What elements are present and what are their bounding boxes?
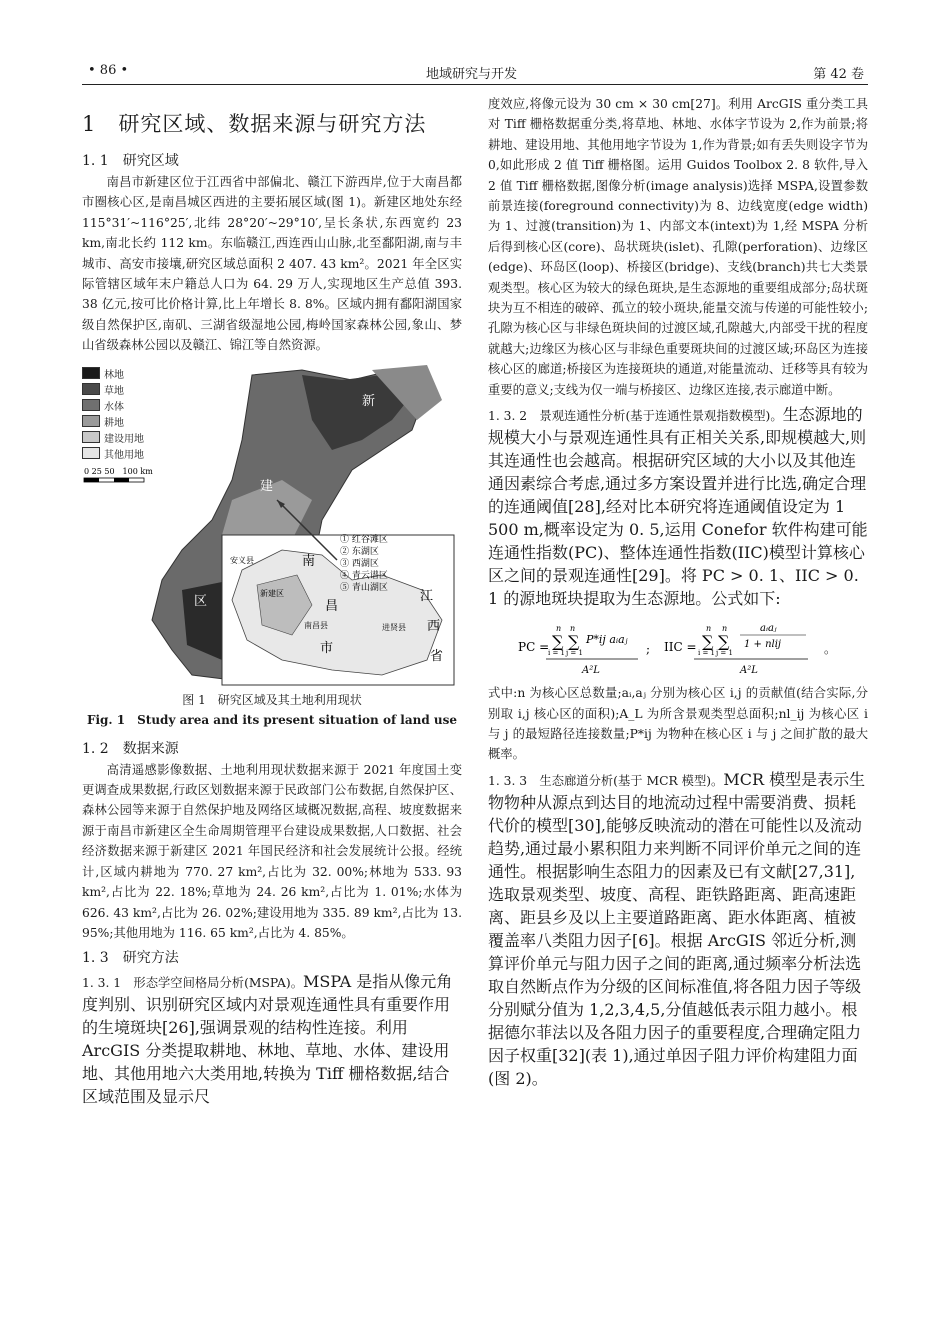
journal-name: 地域研究与开发 <box>426 67 518 82</box>
svg-text:aᵢaⱼ: aᵢaⱼ <box>760 623 777 635</box>
pc-iic-formula <box>488 613 868 679</box>
inset-label-nan: 南 <box>302 553 316 569</box>
svg-text:1 + nlij: 1 + nlij <box>744 639 782 651</box>
svg-text:。: 。 <box>824 642 837 657</box>
svg-text:P*ij aᵢaⱼ: P*ij aᵢaⱼ <box>586 633 628 647</box>
section-1-3-title: 1. 3 研究方法 <box>82 950 179 967</box>
scale-bar <box>84 467 153 482</box>
inset-label-jiang: 江 <box>420 588 434 604</box>
page-header <box>82 60 868 85</box>
right-column: 度效应,将像元设为 30 cm × 30 cm[27]。利用 ArcGIS 重分类工具对 Tiff 栅格数据重分类,将草地、林地、水体字节设为 2,作为前景;将耕地、建设用地、其他用地字节设为 1,作为背景;如有丢失则设字节为 0,如此形成 2 值 Tiff 栅格图。运用 Guidos Toolbox 2. 8 软件,导入 2 值 Tiff 栅格数据,图像分析(image analysis)选择 MSPA,设置参数前景连接(foreground connectivity)为 8、边线宽度(edge width)为 1、过渡(transition)为 1、内部文本(intext)为 1,经 MSPA 分析后得到核心区(core)、岛状斑块(islet)、孔隙(perforation)、边缘区(edge)、环岛区(loop)、桥接区(bridge)、支线(branch)共七大类景观类型。核心区为较大的绿色斑块,是生态源地的重要组成部分;岛状斑块为互不相连的破碎、孤立的较小斑块,能量交流与传递的可能性较小;孔隙为核心区与非绿色斑块间的过渡区域,孔隙越大,内部受干扰的程度就越大;边缘区为核心区与非绿色重要斑块间的过渡区域;环岛区为连接核心区的廊道;桥接区为连接斑块的通道,对能量流动、迁移等具有较为重要的意义;支线为仅一端与桥接区、边缘区连接,表示廊道中断。 1. 3. 2 景观连通性分析(基于连通性景观指数模型)。生态源地的规模大小与景观连通性具有正相关关系,即规模越大,则其连通性也会越高。根据研究区域的大小以及其他连通因素综合考虑,通过多方案设置并进行比选,确定合理的连通阈值[28],经对比本研究将连通阈值设定为 1 500 m,概率设定为 0. 5,运用 Conefor 软件构建可能连通性指数(PC)、整体连通性指数(IIC)模型计算核心区之间的景观连通性[29]。将 PC > 0. 1、IIC > 0. 1 的源地斑块提取为生态源地。公式如下: PC = n n ∑ ∑ i = 1 j = 1 P*ij aᵢaⱼ A²L ; IIC = n n ∑ ∑ i = 1 j = 1 aᵢaⱼ 1 + nlij A²L 。 式中:n 为核心区总数量;aᵢ,aⱼ 分别为核心区 i,j 的贡献值(结合实际,分别取 i,j 核心区的面积);A_L 为所含景观类型总面积;nl_ij 为核心区 i 与 j 的最短路径连接数量;P*ij 为物种在核心区 i 与 j 之间扩散的最大概率。 1. 3. 3 生态廊道分析(基于 MCR 模型)。MCR 模型是表示生物物种从源点到达目的地流动过程中需要消费、损耗代价的模型[30],能够反映流动的潜在可能性以及流动趋势,通过最小累积阻力来判断不同评价单元之间的连通性。根据影响生态阻力的因素及已有文献[27,31],选取景观类型、坡度、高程、距铁路距离、距高速距离、距县乡及以上主要道路距离、距水体距离、植被覆盖率八类阻力因子[6]。根据 ArcGIS 邻近分析,测算评价单元与阻力因子之间的距离,通过频率分析法选取自然断点作为分级的区间标准值,将各阻力因子等级分别赋分值为 1,2,3,4,5,分值越低表示阻力越小。根据德尔菲法以及各阻力因子的重要程度,合理确定阻力因子权重[32](表 1),通过单因子阻力评价构建阻力面(图 2)。 <box>488 94 868 1089</box>
legend-forest: 林地 <box>82 366 124 381</box>
section-1-title: 1 研究区域、数据来源与研究方法 <box>82 112 427 136</box>
inset-label-xinjian: 新建区 <box>260 588 284 598</box>
data-source-paragraph: 高清遥感影像数据、土地利用现状数据来源于 2021 年度国土变更调查成果数据,行政区划数据来源于民政部门公布数据,自然保护区、森林公园等来源于自然保护地及网络区域概况数据,高程、坡度数据来源于南昌市新建区全生命周期管理平台建设成果数据,人口数据、社会经济数据来源于新建区 2021 年国民经济和社会发展统计公报。经统计,区域内耕地为 770. 27 km²,占比为 32. 00%;林地为 533. 93 km²,占比为 22. 18%;草地为 24. 26 km²,占比为 1. 01%;水体为 626. 43 km²,占比为 26. 02%;建设用地为 335. 89 km²,占比为 13. 95%;其他用地为 116. 65 km²,占比为 4. 85%。 <box>82 762 462 940</box>
map-label-xin: 新 <box>362 393 376 409</box>
section-1-2-title: 1. 2 数据来源 <box>82 740 179 757</box>
svg-text:n: n <box>722 624 728 634</box>
inset-label-nanchang: 南昌县 <box>304 620 328 630</box>
volume-label: 第 42 卷 <box>813 67 864 82</box>
section-1-3-2-title: 1. 3. 2 景观连通性分析(基于连通性景观指数模型)。 <box>488 409 783 424</box>
left-column: 1 研究区域、数据来源与研究方法 1. 1 研究区域 南昌市新建区位于江西省中部偏北、赣江下游西岸,位于大南昌都市圈核心区,是南昌城区西进的主要拓展区域(图 1)。新建区地处东经 115°31′~116°25′,北纬 28°20′~29°10′,呈长条状,东西宽约 23 km,南北长约 112 km。东临赣江,西连西山山脉,北至鄱阳湖,南与丰城市、高安市接壤,研究区域总面积 2 407. 43 km²。2021 年全区实际管辖区域年末户籍总人口为 64. 29 万人,实现地区生产总值 393. 38 亿元,按可比价格计算,比上年增长 8. 8%。区域内拥有鄱阳湖国家级自然保护区,南矶、三湖省级湿地公园,梅岭国家森林公园,象山、梦山省级森林公园以及赣江、锦江等自然资源。 新 建 区 0 25 50 100 km 南 昌 市 江 西 省 安义县 新建区 南昌县 进贤县 ① 红谷滩区 ② 东湖区 ③ 西湖区 ④ 青云谱区 ⑤ 青山湖区 林地 草地 水体 耕地 建设用地 其他用地 图 1 研究区域及其土地利用现状 Fig. 1 Study area and its present situation of land use 1. 2 数据来源 高清遥感影像数据、土地利用现状数据来源于 2021 年度国土变更调查成果数据,行政区划数据来源于民政部门公布数据,自然保护区、森林公园等来源于自然保护地及网络区域概况数据,高程、坡度数据来源于南昌市新建区全生命周期管理平台建设成果数据,人口数据、社会经济数据来源于新建区 2021 年国民经济和社会发展统计公报。经统计,区域内耕地为 770. 27 km²,占比为 32. 00%;林地为 533. 93 km²,占比为 22. 18%;草地为 24. 26 km²,占比为 1. 01%;水体为 626. 43 km²,占比为 26. 02%;建设用地为 335. 89 km²,占比为 13. 95%;其他用地为 116. 65 km²,占比为 4. 85%。 1. 3 研究方法 1. 3. 1 形态学空间格局分析(MSPA)。MSPA 是指从像元角度判别、识别研究区域内对景观连通性具有重要作用的生境斑块[26],强调景观的结构性连接。利用 ArcGIS 分类提取耕地、林地、草地、水体、建设用地、其他用地六大类用地,转换为 Tiff 栅格数据,结合区域范围及显示尺 <box>82 94 462 1107</box>
map-label-jian: 建 <box>260 478 274 494</box>
study-area-paragraph: 南昌市新建区位于江西省中部偏北、赣江下游西岸,位于大南昌都市圈核心区,是南昌城区西进的主要拓展区域(图 1)。新建区地处东经 115°31′~116°25′,北纬 28°20′~29°10′,呈长条状,东西宽约 23 km,南北长约 112 km。东临赣江,西连西山山脉,北至鄱阳湖,南与丰城市、高安市接壤,研究区域总面积 2 407. 43 km²。2021 年全区实际管辖区域年末户籍总人口为 64. 29 万人,实现地区生产总值 393. 38 亿元,按可比价格计算,比上年增长 8. 8%。区域内拥有鄱阳湖国家级自然保护区,南矶、三湖省级湿地公园,梅岭国家森林公园,象山、梦山省级森林公园以及赣江、锦江等自然资源。 <box>82 175 462 353</box>
svg-text:j = 1: j = 1 <box>716 649 733 658</box>
figure-1-caption-cn: 图 1 研究区域及其土地利用现状 <box>182 692 362 707</box>
svg-text:n: n <box>556 624 562 634</box>
inset-label-shi: 市 <box>320 640 334 656</box>
svg-text:;: ; <box>646 642 651 657</box>
legend-grass: 草地 <box>82 382 124 397</box>
section-1-1-title: 1. 1 研究区域 <box>82 153 179 169</box>
svg-text:n: n <box>706 624 712 634</box>
inset-label-anyi: 安义县 <box>230 555 254 565</box>
section-1-3-1-title: 1. 3. 1 形态学空间格局分析(MSPA)。 <box>82 976 304 991</box>
inset-legend-5: ⑤ 青山湖区 <box>340 582 388 593</box>
scale-label: 0 25 50 100 km <box>84 466 153 476</box>
inset-legend-3: ③ 西湖区 <box>340 558 379 569</box>
inset-legend-4: ④ 青云谱区 <box>340 570 388 581</box>
mspa-paragraph-right: 度效应,将像元设为 30 cm × 30 cm[27]。利用 ArcGIS 重分类工具对 Tiff 栅格数据重分类,将草地、林地、水体字节设为 2,作为前景;将耕地、建设用地、其他用地字节设为 1,作为背景;如有丢失则设字节为 0,如此形成 2 值 Tiff 栅格图。运用 Guidos Toolbox 2. 8 软件,导入 2 值 Tiff 栅格数据,图像分析(image analysis)选择 MSPA,设置参数前景连接(foreground connectivity)为 8、边线宽度(edge width)为 1、过渡(transition)为 1、内部文本(intext)为 1,经 MSPA 分析后得到核心区(core)、岛状斑块(islet)、孔隙(perforation)、边缘区(edge)、环岛区(loop)、桥接区(bridge)、支线(branch)共七大类景观类型。核心区为较大的绿色斑块,是生态源地的重要组成部分;岛状斑块为互不相连的破碎、孤立的较小斑块,能量交流与传递的可能性较小;孔隙为核心区与非绿色斑块间的过渡区域,孔隙越大,内部受干扰的程度就越大;边缘区为核心区与非绿色重要斑块间的过渡区域;环岛区为连接核心区的廊道;桥接区为连接斑块的通道,对能量流动、迁移等具有较为重要的意义;支线为仅一端与桥接区、边缘区连接,表示廊道中断。 <box>488 97 868 397</box>
inset-map <box>222 535 454 685</box>
inset-label-xi: 西 <box>427 618 441 634</box>
page-number: • 86 • <box>88 63 129 78</box>
svg-text:∑: ∑ <box>552 632 564 652</box>
svg-text:∑: ∑ <box>702 632 714 652</box>
figure-1-caption-en: Fig. 1 Study area and its present situation of land use <box>86 712 458 727</box>
map-label-qu: 区 <box>194 593 208 609</box>
svg-text:PC =: PC = <box>518 640 550 655</box>
svg-text:A²L: A²L <box>740 665 758 677</box>
section-1-3-3-title: 1. 3. 3 生态廊道分析(基于 MCR 模型)。 <box>488 773 724 788</box>
legend-construction: 建设用地 <box>82 430 144 445</box>
inset-legend-1: ① 红谷滩区 <box>340 534 388 545</box>
svg-text:∑: ∑ <box>718 632 730 652</box>
study-area-map <box>82 360 462 690</box>
figure-1 <box>82 360 462 690</box>
svg-text:j = 1: j = 1 <box>566 649 583 658</box>
legend-farmland: 耕地 <box>82 414 124 429</box>
formula-explanation: 式中:n 为核心区总数量;aᵢ,aⱼ 分别为核心区 i,j 的贡献值(结合实际,分别取 i,j 核心区的面积);A_L 为所含景观类型总面积;nl_ij 为核心区 i 与 j 的最短路径连接数量;P*ij 为物种在核心区 i 与 j 之间扩散的最大概率。 <box>488 686 868 762</box>
inset-label-jinxian: 进贤县 <box>382 622 406 632</box>
legend-water: 水体 <box>82 398 124 413</box>
svg-text:i = 1: i = 1 <box>698 649 716 658</box>
svg-text:n: n <box>570 624 576 634</box>
legend-other: 其他用地 <box>82 446 144 461</box>
inset-label-chang: 昌 <box>325 598 339 614</box>
svg-text:∑: ∑ <box>568 632 580 652</box>
svg-text:A²L: A²L <box>582 665 600 677</box>
inset-label-sheng: 省 <box>430 648 444 664</box>
svg-text:i = 1: i = 1 <box>548 649 566 658</box>
svg-text:IIC =: IIC = <box>664 640 697 655</box>
inset-legend-2: ② 东湖区 <box>340 546 379 557</box>
